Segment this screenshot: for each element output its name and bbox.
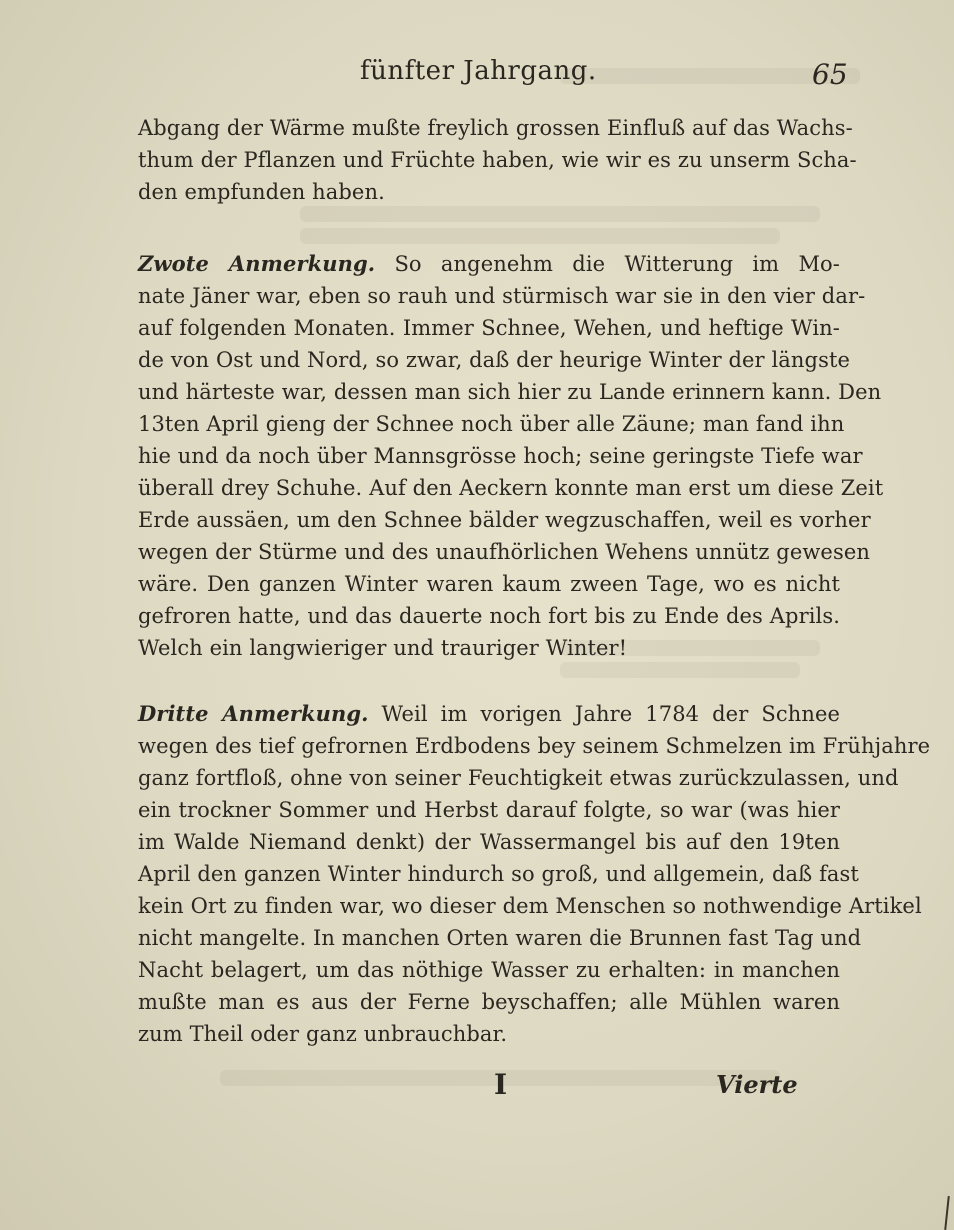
line-text: Nacht belagert, um das nöthige Wasser zu erhalten: in manchen xyxy=(138,958,840,982)
text-line xyxy=(138,794,840,826)
line-text: überall drey Schuhe. Auf den Aeckern konnte man erst um diese Zeit xyxy=(138,476,884,500)
section-heading: Zwote Anmerkung. xyxy=(138,251,376,276)
line-text: Erde aussäen, um den Schnee bälder wegzuschaffen, weil es vorher xyxy=(138,508,871,532)
text-line xyxy=(138,376,882,408)
line-text: Weil im vorigen Jahre 1784 der Schnee xyxy=(381,702,840,726)
page-edge-mark xyxy=(944,1196,950,1230)
paragraph xyxy=(138,698,931,1050)
line-text: ein trockner Sommer und Herbst darauf folgte, so war (was hier xyxy=(138,798,840,822)
text-line xyxy=(138,536,870,568)
line-text: nate Jäner war, eben so rauh und stürmisch war sie in den vier dar- xyxy=(138,284,866,308)
line-text: im Walde Niemand denkt) der Wassermangel bis auf den 19ten xyxy=(138,830,840,854)
text-line xyxy=(138,176,840,208)
line-text: April den ganzen Winter hindurch so groß, und allgemein, daß fast xyxy=(138,862,859,886)
line-text: 13ten April gieng der Schnee noch über alle Zäune; man fand ihn xyxy=(138,412,845,436)
section-heading: Dritte Anmerkung. xyxy=(138,701,369,726)
text-line xyxy=(138,632,840,664)
text-line xyxy=(138,600,840,632)
text-line xyxy=(138,730,931,762)
text-line xyxy=(138,954,840,986)
text-line xyxy=(138,568,840,600)
line-text: wegen der Stürme und des unaufhörlichen Wehens unnütz gewesen xyxy=(138,540,870,564)
text-line xyxy=(138,472,884,504)
catchword: Vierte xyxy=(716,1070,798,1099)
line-text: So angenehm die Witterung im Mo- xyxy=(394,252,840,276)
text-line xyxy=(138,1018,840,1050)
text-line xyxy=(138,890,922,922)
text-line xyxy=(138,408,845,440)
line-text: wäre. Den ganzen Winter waren kaum zween Tage, wo es nicht xyxy=(138,572,840,596)
paragraph xyxy=(138,248,884,664)
text-line xyxy=(138,986,840,1018)
text-line xyxy=(138,112,853,144)
text-line xyxy=(138,344,851,376)
line-text: zum Theil oder ganz unbrauchbar. xyxy=(138,1022,508,1046)
line-text: kein Ort zu finden war, wo dieser dem Menschen so nothwendige Artikel xyxy=(138,894,922,918)
text-line xyxy=(138,280,866,312)
paragraph xyxy=(138,112,857,208)
text-line xyxy=(138,144,857,176)
line-text: den empfunden haben. xyxy=(138,180,385,204)
signature-mark: I xyxy=(494,1068,508,1101)
text-line xyxy=(138,826,840,858)
line-text: nicht mangelte. In manchen Orten waren die Brunnen fast Tag und xyxy=(138,926,862,950)
line-text: mußte man es aus der Ferne beyschaffen; alle Mühlen waren xyxy=(138,990,840,1014)
line-text: de von Ost und Nord, so zwar, daß der heurige Winter der längste xyxy=(138,348,851,372)
line-text: thum der Pflanzen und Früchte haben, wie wir es zu unserm Scha- xyxy=(138,148,857,172)
line-text: ganz fortfloß, ohne von seiner Feuchtigkeit etwas zurückzulassen, und xyxy=(138,766,899,790)
line-text: Abgang der Wärme mußte freylich grossen Einfluß auf das Wachs- xyxy=(138,116,853,140)
line-text: Welch ein langwieriger und trauriger Winter! xyxy=(138,636,628,660)
text-line xyxy=(138,440,863,472)
line-text: hie und da noch über Mannsgrösse hoch; seine geringste Tiefe war xyxy=(138,444,863,468)
text-line xyxy=(138,858,859,890)
text-line xyxy=(138,248,840,280)
text-line xyxy=(138,312,840,344)
line-text: und härteste war, dessen man sich hier zu Lande erinnern kann. Den xyxy=(138,380,882,404)
page-number: 65 xyxy=(812,58,848,91)
line-text: gefroren hatte, und das dauerte noch fort bis zu Ende des Aprils. xyxy=(138,604,840,628)
text-line xyxy=(138,504,871,536)
running-head: fünfter Jahrgang. xyxy=(360,56,597,86)
line-text: auf folgenden Monaten. Immer Schnee, Wehen, und heftige Win- xyxy=(138,316,840,340)
line-text: wegen des tief gefrornen Erdbodens bey seinem Schmelzen im Frühjahre xyxy=(138,734,931,758)
text-line xyxy=(138,698,840,730)
text-line xyxy=(138,922,862,954)
text-line xyxy=(138,762,899,794)
